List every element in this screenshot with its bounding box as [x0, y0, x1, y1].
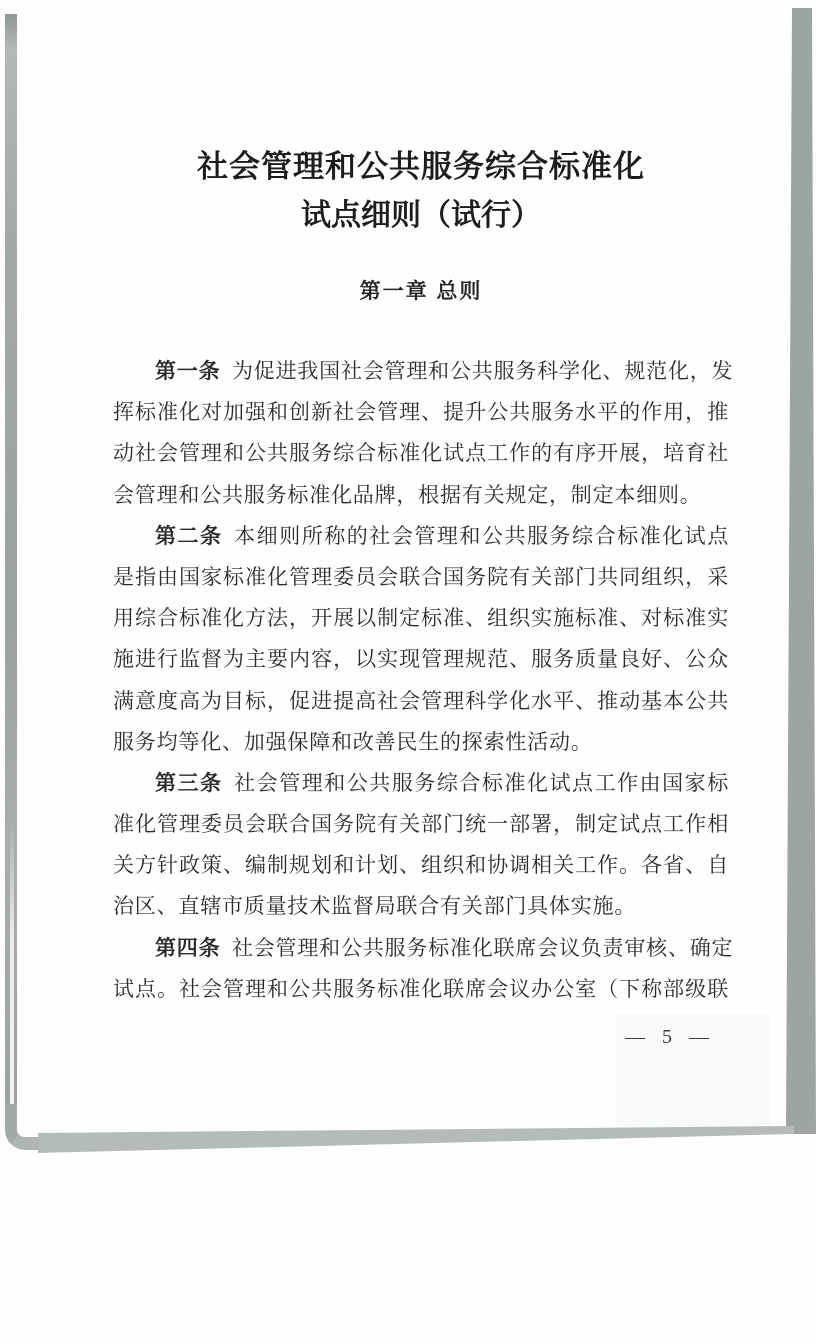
scan-bottom-edge-artifact [38, 1124, 794, 1156]
body-text-column [113, 351, 734, 1010]
scan-right-edge-artifact [786, 8, 816, 1134]
body-line: 试点。社会管理和公共服务标准化联席会议办公室（下称部级联 [113, 976, 729, 1001]
body-line [113, 351, 734, 392]
body-line: 挥标准化对加强和创新社会管理、提升公共服务水平的作用，推 [113, 400, 729, 425]
body-line [113, 763, 729, 804]
document-title-line-2: 试点细则（试行） [301, 199, 541, 232]
article-2-label: 第二条 [155, 523, 223, 548]
page-number: — 5 — [625, 1026, 715, 1048]
body-line: 准化管理委员会联合国务院有关部门统一部署，制定试点工作相 [113, 812, 729, 837]
body-line: 用综合标准化方法，开展以制定标准、组织实施标准、对标准实 [113, 606, 729, 631]
body-line [113, 516, 729, 557]
article-1-text: 为促进我国社会管理和公共服务科学化、规范化，发 [231, 359, 734, 383]
body-line [113, 928, 734, 969]
document-title-line-1: 社会管理和公共服务综合标准化 [197, 149, 645, 184]
article-1-label: 第一条 [155, 359, 221, 383]
article-4-text: 社会管理和公共服务标准化联席会议负责审核、确定 [231, 935, 734, 960]
chapter-heading: 第一章 总则 [359, 280, 483, 303]
article-2-text: 本细则所称的社会管理和公共服务综合标准化试点 [234, 523, 729, 548]
body-line: 满意度高为目标，促进提高社会管理科学化水平、推动基本公共 [113, 688, 729, 713]
article-4-label: 第四条 [155, 935, 221, 960]
body-line: 服务均等化、加强保障和改善民生的探索性活动。 [113, 729, 593, 754]
body-line: 施进行监督为主要内容，以实现管理规范、服务质量良好、公众 [113, 647, 729, 672]
body-line: 动社会管理和公共服务综合标准化试点工作的有序开展，培育社 [113, 441, 729, 466]
scan-left-edge-highlight-artifact [10, 820, 14, 1110]
body-line: 治区、直辖市质量技术监督局联合有关部门具体实施。 [113, 894, 637, 919]
body-line: 是指由国家标准化管理委员会联合国务院有关部门共同组织，采 [113, 564, 729, 589]
article-3-text: 社会管理和公共服务综合标准化试点工作由国家标 [234, 770, 729, 795]
body-line: 会管理和公共服务标准化品牌，根据有关规定，制定本细则。 [113, 482, 702, 507]
article-3-label: 第三条 [155, 770, 223, 795]
body-line: 关方针政策、编制规划和计划、组织和协调相关工作。各省、自 [113, 853, 729, 878]
